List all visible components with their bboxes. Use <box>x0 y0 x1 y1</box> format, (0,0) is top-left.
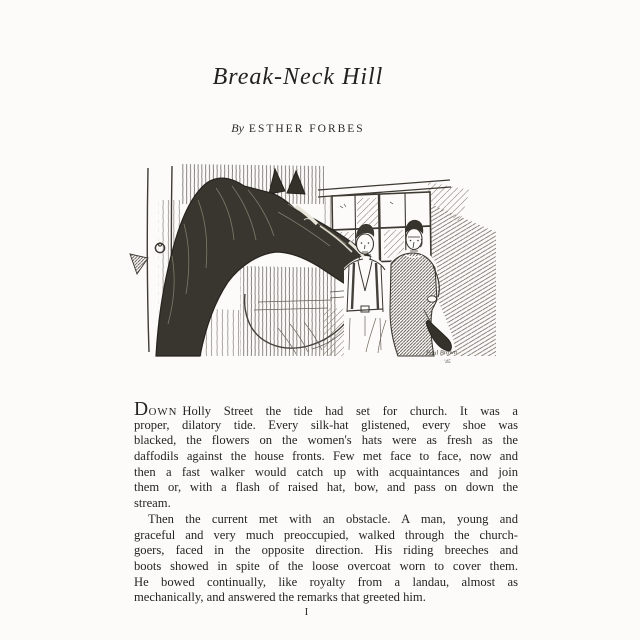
svg-text:Paul Brown: Paul Brown <box>425 348 458 357</box>
illustration-canvas <box>128 160 518 372</box>
body-line: blacked, the flowers on the women's hats were as fresh as the <box>134 433 518 448</box>
small-caps-word: OWN <box>148 406 178 418</box>
body-line: them or, with a flash of raised hat, bow, and pass on down the <box>134 480 518 495</box>
artist-signature <box>425 349 457 365</box>
body-line: then a fast walker would catch up with acquaintances and join <box>134 464 518 479</box>
byline-prefix: By <box>231 121 244 135</box>
body-line: mechanically, and answered the remarks that greeted him. <box>134 590 426 605</box>
body-line: goers, faced in the opposite direction. His riding breeches and <box>134 543 518 558</box>
older-man-head <box>406 229 422 250</box>
drop-cap: D <box>134 399 149 420</box>
body-line: He bowed continually, like royalty from a landau, almost as <box>134 574 518 589</box>
page-title: Break-Neck Hill <box>212 64 384 90</box>
svg-text:'45: '45 <box>444 359 451 365</box>
young-man-head <box>357 234 374 254</box>
body-line: daffodils against the house fronts. Few met face to face, now and <box>134 449 518 464</box>
body-line: boots showed in spite of the loose overcoat worn to cover them. <box>134 558 518 573</box>
body-line: stream. <box>134 496 171 511</box>
older-man-coat <box>390 253 437 356</box>
body-line: proper, dilatory tide. Every silk-hat glistened, every shoe was <box>134 417 518 432</box>
author-name: ESTHER FORBES <box>248 123 365 135</box>
page-number: I <box>304 606 310 618</box>
body-line: graceful and very much preoccupied, walked through the church- <box>134 527 518 542</box>
body-line: Then the current met with an obstacle. A man, young and <box>148 511 518 526</box>
story-text <box>134 399 518 606</box>
stable-illustration <box>128 160 518 372</box>
body-line <box>134 399 518 420</box>
older-man-hand <box>428 296 437 302</box>
body-line-text: Holly Street the tide had set for church. It was a <box>182 404 518 418</box>
byline <box>0 121 596 136</box>
